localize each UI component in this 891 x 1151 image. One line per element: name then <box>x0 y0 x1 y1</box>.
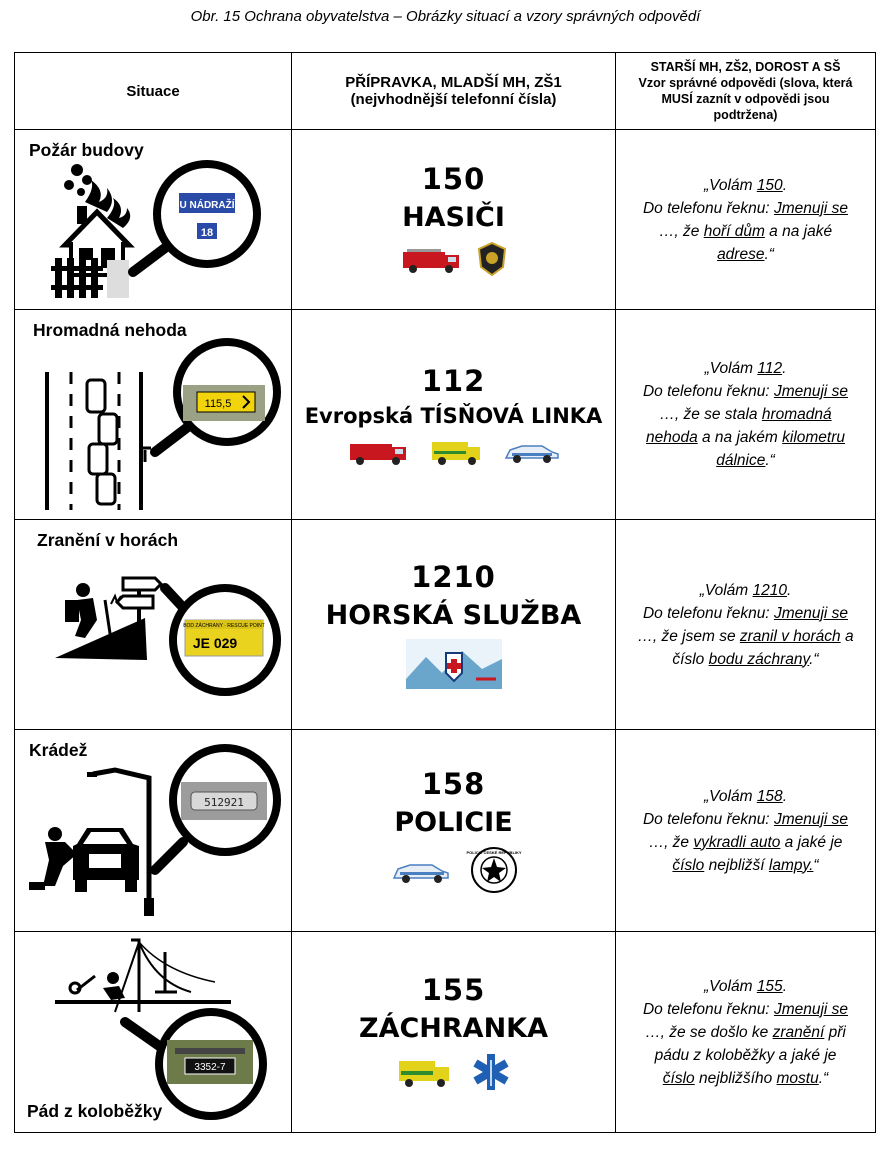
number-cell <box>292 310 616 520</box>
table-row <box>15 130 876 310</box>
table-row <box>15 730 876 932</box>
street-sign-text: U NÁDRAŽÍ <box>179 200 235 211</box>
answer-cell: „Volám 150. Do telefonu řeknu: Jmenuji se …, že hoří dům a na jaké adrese.“ <box>616 130 876 310</box>
rescue-point-code: JE 029 <box>192 635 238 651</box>
fire-truck-icon <box>348 436 410 466</box>
service-name: HASIČI <box>402 202 505 233</box>
answer-cell: „Volám 1210. Do telefonu řeknu: Jmenuji se …, že jsem se zranil v horách a číslo bodu záchrany.“ <box>616 520 876 730</box>
number-cell <box>292 932 616 1133</box>
house-number-text: 18 <box>200 227 214 239</box>
figure-caption: Obr. 15 Ochrana obyvatelstva – Obrázky situací a vzory správných odpovědí <box>190 8 701 25</box>
header-older-line1: STARŠÍ MH, ZŠ2, DOROST A SŠ <box>650 60 841 74</box>
service-name: Evropská TÍSŇOVÁ LINKA <box>304 403 603 428</box>
table-row <box>15 932 876 1133</box>
situation-cell <box>15 520 292 730</box>
table-row <box>15 520 876 730</box>
highway-crash-illustration <box>15 310 291 519</box>
situation-cell <box>15 310 292 520</box>
service-name: HORSKÁ SLUŽBA <box>325 600 582 631</box>
answer-cell: „Volám 155. Do telefonu řeknu: Jmenuji se …, že se došlo ke zranění při pádu z koloběžky a jaké je číslo nejbližšího mostu.“ <box>616 932 876 1133</box>
rescue-point-caption: BOD ZÁCHRANY · RESCUE POINT <box>183 623 265 629</box>
ambulance-icon <box>397 1055 451 1089</box>
situation-label: Požár budovy <box>29 140 144 160</box>
emergency-number: 112 <box>421 363 486 398</box>
police-car-icon <box>502 438 560 464</box>
fire-brigade-badge-icon <box>477 241 507 277</box>
situation-label: Hromadná nehoda <box>33 320 187 340</box>
header-older-line2: Vzor správné odpovědi (slova, která <box>638 76 853 90</box>
mountain-rescue-logo-icon <box>406 639 502 689</box>
kilometer-sign-text: 115,5 <box>204 398 232 410</box>
police-car-icon <box>390 856 452 884</box>
answer-cell: „Volám 158. Do telefonu řeknu: Jmenuji se …, že vykradli auto a jaké je číslo nejbližší lampy.“ <box>616 730 876 932</box>
emergency-number: 1210 <box>411 560 496 594</box>
situation-cell <box>15 932 292 1133</box>
situation-label: Zranění v horách <box>37 530 179 550</box>
header-older-line4: podtržena) <box>713 108 778 122</box>
number-cell <box>292 520 616 730</box>
police-badge-text: POLICIE ČESKÉ REPUBLIKY <box>465 850 522 855</box>
situations-table <box>14 52 876 1133</box>
table-row <box>15 310 876 520</box>
emergency-number: 155 <box>421 972 486 1007</box>
situation-cell <box>15 130 292 310</box>
lamp-number-text: 512921 <box>204 796 244 809</box>
header-older <box>616 53 876 130</box>
fire-truck-icon <box>401 244 463 274</box>
bridge-number-text: 3352-7 <box>194 1062 226 1073</box>
header-situation: Situace <box>15 53 292 130</box>
table-header-row <box>15 53 876 130</box>
mountain-injury-illustration <box>15 520 291 729</box>
number-cell <box>292 130 616 310</box>
emergency-number: 158 <box>421 767 486 801</box>
answer-cell: „Volám 112. Do telefonu řeknu: Jmenuji se …, že se stala hromadná nehoda a na jakém kilometru dálnice.“ <box>616 310 876 520</box>
ambulance-icon <box>430 436 482 466</box>
header-older-line3: MUSÍ zaznít v odpovědi jsou <box>661 92 830 106</box>
number-cell <box>292 730 616 932</box>
situation-label: Pád z koloběžky <box>27 1101 163 1121</box>
service-name: ZÁCHRANKA <box>359 1012 548 1044</box>
situation-cell <box>15 730 292 932</box>
emergency-number: 150 <box>421 162 486 196</box>
header-younger-line2: (nejvhodnější telefonní čísla) <box>350 91 557 108</box>
header-younger <box>292 53 616 130</box>
header-younger-line1: PŘÍPRAVKA, MLADŠÍ MH, ZŠ1 <box>345 74 562 91</box>
service-name: POLICIE <box>394 807 513 838</box>
star-of-life-icon <box>471 1052 511 1092</box>
situation-label: Krádež <box>29 740 88 760</box>
police-badge-icon <box>465 846 522 894</box>
